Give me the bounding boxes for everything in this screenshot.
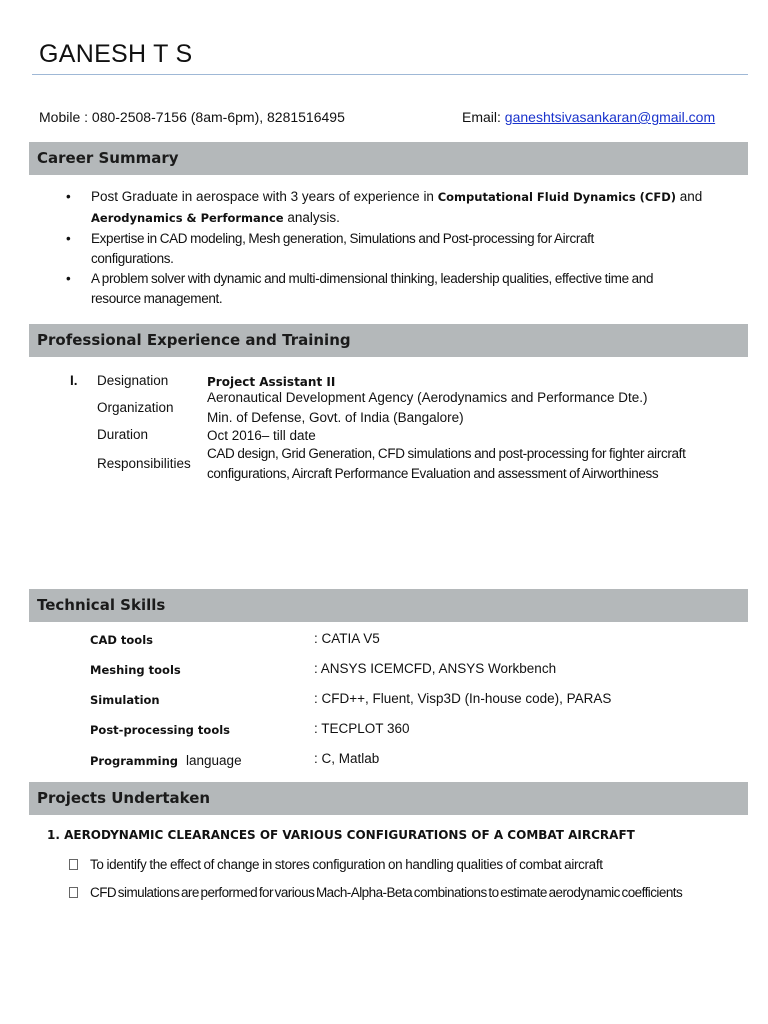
skill-label: Post-processing tools — [90, 723, 231, 737]
skill-value: : TECPLOT 360 — [314, 721, 410, 736]
skill-label: Simulation — [90, 693, 160, 707]
bullet-icon: • — [66, 231, 71, 246]
candidate-name: GANESH T S — [39, 40, 193, 68]
responsibilities-value: CAD design, Grid Generation, CFD simulations and post-processing for fighter aircraft configurations, Aircraft Performance Evaluation and assessment of Airworthiness — [207, 446, 686, 481]
checkbox-bullet-icon — [69, 859, 78, 870]
project-item: CFD simulations are performed for various Mach-Alpha-Beta combinations to estimate aerodynamic coefficients — [69, 885, 682, 900]
duration-value: Oct 2016– till date — [207, 428, 316, 443]
designation-label: Designation — [97, 373, 169, 388]
skill-value: : ANSYS ICEMCFD, ANSYS Workbench — [314, 661, 557, 676]
section-projects — [29, 782, 748, 815]
organization-value: Aeronautical Development Agency (Aerodynamics and Performance Dte.) Min. of Defense, Govt. of India (Bangalore) — [207, 390, 648, 425]
section-title: Professional Experience and Training — [37, 331, 351, 349]
section-technical-skills — [29, 589, 748, 622]
skill-label: CAD tools — [90, 633, 153, 647]
section-career-summary — [29, 142, 748, 175]
responsibilities-label: Responsibilities — [97, 456, 191, 471]
checkbox-bullet-icon — [69, 887, 78, 898]
project-title: 1. AERODYNAMIC CLEARANCES OF VARIOUS CONFIGURATIONS OF A COMBAT AIRCRAFT — [47, 828, 635, 842]
bullet-icon: • — [66, 271, 71, 286]
designation-value: Project Assistant II — [207, 375, 336, 389]
skill-label: Meshing tools — [90, 663, 181, 677]
skill-value: : CATIA V5 — [314, 631, 380, 646]
email-contact — [462, 109, 715, 125]
skill-value: : CFD++, Fluent, Visp3D (In-house code), PARAS — [314, 691, 612, 706]
skill-label: Programming language — [90, 753, 242, 768]
list-item: • A problem solver with dynamic and multi-dimensional thinking, leadership qualities, effective time and resource management. — [66, 271, 654, 306]
name-divider — [32, 74, 748, 75]
bullet-icon: • — [66, 189, 71, 204]
section-experience — [29, 324, 748, 357]
career-summary-list — [66, 187, 726, 309]
project-item: To identify the effect of change in stores configuration on handling qualities of combat aircraft — [69, 857, 603, 872]
mobile-contact: Mobile : 080-2508-7156 (8am-6pm), 8281516495 — [39, 109, 345, 125]
section-title: Technical Skills — [37, 596, 166, 614]
section-title: Projects Undertaken — [37, 789, 211, 807]
duration-label: Duration — [97, 427, 149, 442]
email-link[interactable]: ganeshtsivasankaran@gmail.com — [504, 109, 716, 125]
skill-value: : C, Matlab — [314, 751, 380, 766]
organization-label: Organization — [97, 400, 174, 415]
list-item: • Expertise in CAD modeling, Mesh generation, Simulations and Post-processing for Aircraft configurations. — [66, 231, 594, 266]
list-item: • Post Graduate in aerospace with 3 years of experience in Computational Fluid Dynamics (CFD) and Aerodynamics & Performance analysis. — [66, 189, 703, 225]
section-title: Career Summary — [37, 149, 179, 167]
experience-number: I. — [70, 373, 78, 388]
email-label: Email: — [462, 109, 501, 125]
